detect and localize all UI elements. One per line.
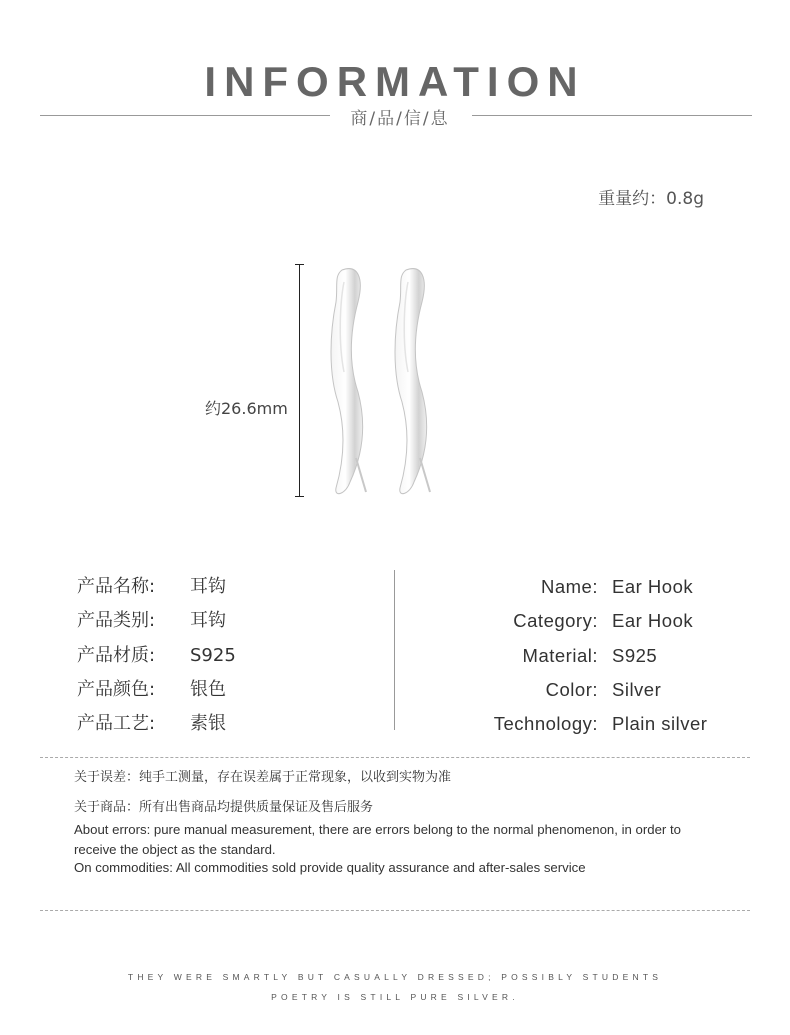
spec-cn-label-name: 产品名称:: [77, 576, 156, 597]
spec-cn-value-color: 银色: [190, 678, 226, 700]
spec-en-value-technology: Plain silver: [612, 713, 708, 735]
note-cn-goods: 关于商品：所有出售商品均提供质量保证及售后服务: [74, 800, 374, 815]
spec-en-labels: [494, 574, 598, 745]
spec-cn-value-name: 耳钩: [190, 576, 226, 597]
note-en-block: [74, 818, 734, 877]
footer-line1: THEY WERE SMARTLY BUT CASUALLY DRESSED; POSSIBLY STUDENTS: [127, 972, 663, 982]
note-en-errors-line1: About errors: pure manual measurement, there are errors belong to the normal phenomenon, in order to: [74, 822, 681, 837]
note-cn-errors: 关于误差：纯手工测量，存在误差属于正常现象，以收到实物为准: [74, 770, 452, 785]
page-title: INFORMATION: [204, 58, 586, 105]
ear-hook-product-image: [320, 262, 450, 502]
ear-hook-left: [331, 269, 366, 494]
spec-en-label-name: Name:: [541, 576, 598, 597]
spec-en-value-color: Silver: [612, 678, 662, 700]
spec-cn-values: [190, 574, 236, 745]
page-subtitle: 商/品/信/息: [350, 109, 450, 129]
spec-cn-value-category: 耳钩: [190, 610, 226, 632]
spec-cn-label-category: 产品类别:: [77, 610, 156, 632]
notes-bottom-divider: [40, 910, 750, 911]
spec-cn-label-material: 产品材质:: [77, 644, 156, 666]
spec-en-value-material: S925: [612, 644, 658, 666]
spec-cn-label-technology: 产品工艺:: [77, 713, 156, 735]
footer-line2: POETRY IS STILL PURE SILVER.: [271, 992, 519, 1002]
spec-en-values: [612, 574, 707, 745]
note-en-errors-line2: receive the object as the standard.: [74, 842, 276, 857]
spec-en-value-name: Ear Hook: [612, 576, 694, 597]
subtitle-row: [40, 104, 752, 128]
spec-en-value-category: Ear Hook: [612, 610, 694, 632]
spec-en-label-color: Color:: [545, 678, 598, 700]
spec-en-label-category: Category:: [513, 610, 598, 632]
subtitle-left-rule: [40, 115, 330, 116]
weight-label: 重量约：0.8g: [598, 189, 704, 209]
spec-cn-value-technology: 素银: [190, 713, 226, 735]
measure-bottom-cap: [295, 496, 304, 497]
spec-divider: [394, 570, 395, 730]
spec-en-label-technology: Technology:: [493, 713, 598, 735]
measure-line: [299, 264, 300, 496]
spec-en-label-material: Material:: [522, 644, 598, 666]
spec-cn-label-color: 产品颜色:: [77, 678, 156, 700]
subtitle-right-rule: [472, 115, 752, 116]
spec-cn-value-material: S925: [190, 644, 236, 666]
measure-label: 约26.6mm: [205, 399, 288, 418]
spec-cn-labels: [77, 574, 155, 745]
note-en-goods: On commodities: All commodities sold provide quality assurance and after-sales service: [74, 860, 586, 875]
notes-top-divider: [40, 757, 750, 758]
ear-hook-right: [395, 269, 430, 494]
